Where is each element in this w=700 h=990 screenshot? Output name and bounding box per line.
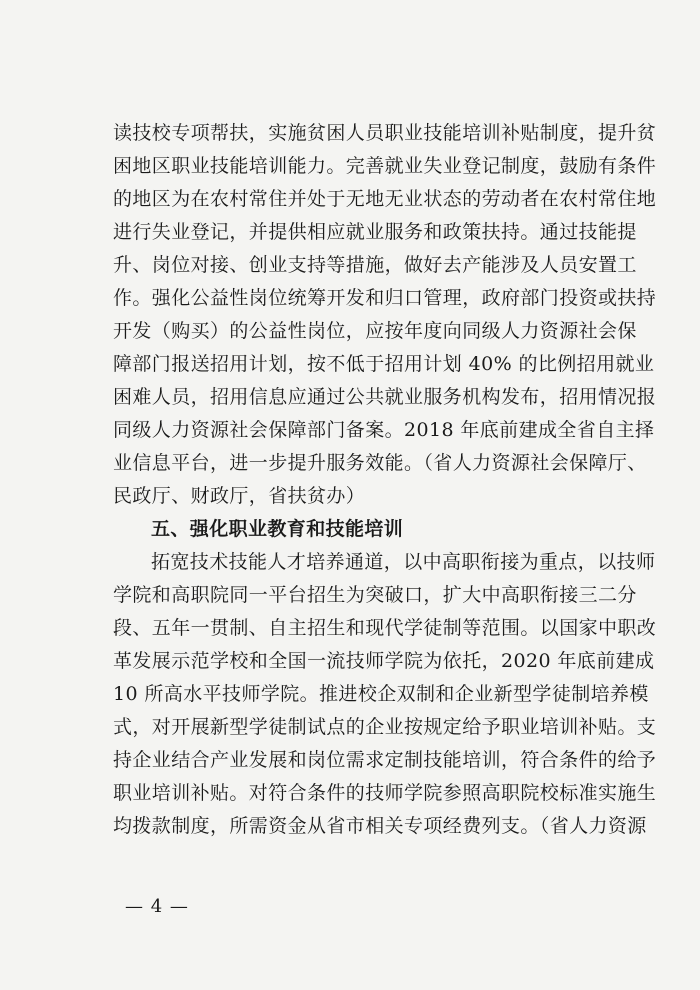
text-line: 困地区职业技能培训能力。完善就业失业登记制度，鼓励有条件 bbox=[113, 155, 657, 177]
text-line: 困难人员，招用信息应通过公共就业服务机构发布，招用情况报 bbox=[113, 386, 657, 408]
text-line: 职业培训补贴。对符合条件的技师学院参照高职院校标准实施生 bbox=[113, 782, 657, 804]
text-line: 升、岗位对接、创业支持等措施，做好去产能涉及人员安置工 bbox=[113, 254, 637, 276]
text-line: 的地区为在农村常住并处于无地无业状态的劳动者在农村常住地 bbox=[113, 188, 657, 210]
text-line: 学院和高职院同一平台招生为突破口，扩大中高职衔接三二分 bbox=[113, 584, 637, 606]
text-line: 式，对开展新型学徒制试点的企业按规定给予职业培训补贴。支 bbox=[113, 716, 657, 738]
text-line: 业信息平台，进一步提升服务效能。（省人力资源社会保障厅、 bbox=[113, 452, 647, 474]
page-body bbox=[113, 117, 657, 843]
text-line: 开发（购买）的公益性岗位，应按年度向同级人力资源社会保 bbox=[113, 320, 637, 342]
text-line: 障部门报送招用计划，按不低于招用计划 40% 的比例招用就业 bbox=[113, 353, 655, 375]
text-line: 拓宽技术技能人才培养通道，以中高职衔接为重点，以技师 bbox=[151, 551, 656, 573]
text-line: 同级人力资源社会保障部门备案。2018 年底前建成全省自主择 bbox=[113, 419, 655, 441]
text-line: 读技校专项帮扶，实施贫困人员职业技能培训补贴制度，提升贫 bbox=[113, 122, 657, 144]
text-line: 作。强化公益性岗位统筹开发和归口管理，政府部门投资或扶持 bbox=[113, 287, 657, 309]
text-line: 10 所高水平技师学院。推进校企双制和企业新型学徒制培养模 bbox=[113, 683, 649, 705]
text-line: 进行失业登记，并提供相应就业服务和政策扶持。通过技能提 bbox=[113, 221, 637, 243]
section-heading: 五、强化职业教育和技能培训 bbox=[151, 518, 404, 540]
paragraph-2 bbox=[113, 546, 657, 843]
text-line: 革发展示范学校和全国一流技师学院为依托，2020 年底前建成 bbox=[113, 650, 655, 672]
page-number: — 4 — bbox=[125, 896, 189, 917]
text-line: 民政厅、财政厅，省扶贫办） bbox=[113, 485, 366, 507]
paragraph-1 bbox=[113, 117, 657, 513]
text-line: 均拨款制度，所需资金从省市相关专项经费列支。（省人力资源 bbox=[113, 815, 647, 837]
text-line: 持企业结合产业发展和岗位需求定制技能培训，符合条件的给予 bbox=[113, 749, 657, 771]
text-line: 段、五年一贯制、自主招生和现代学徒制等范围。以国家中职改 bbox=[113, 617, 657, 639]
